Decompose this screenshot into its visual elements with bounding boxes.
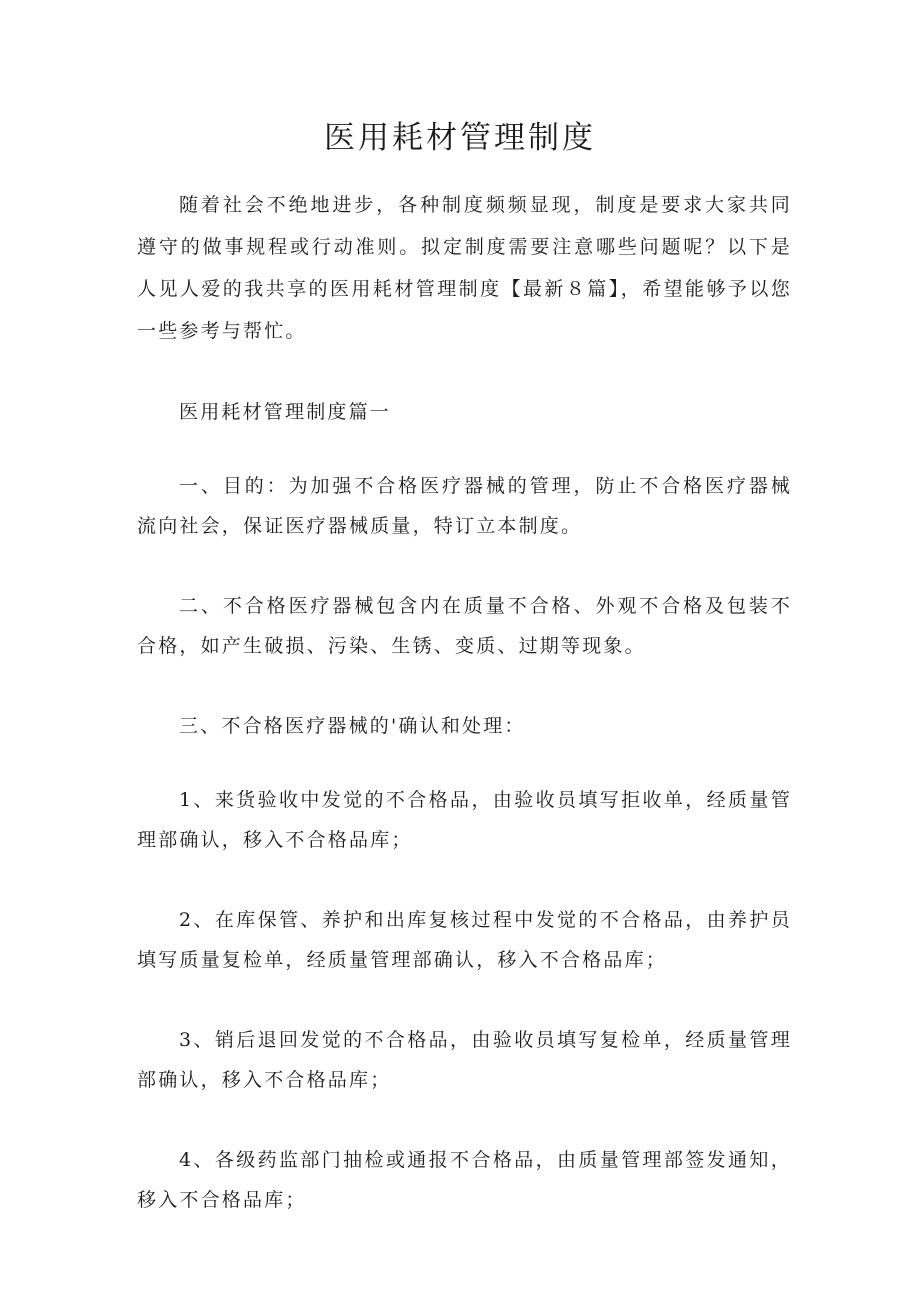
paragraph-confirmation-heading: 三、不合格医疗器械的'确认和处理： bbox=[179, 715, 526, 737]
document-title: 医用耗材管理制度 bbox=[324, 120, 596, 156]
document-body bbox=[137, 184, 792, 1260]
section-heading: 医用耗材管理制度篇一 bbox=[179, 401, 392, 423]
paragraph-purpose: 一、目的：为加强不合格医疗器械的管理，防止不合格医疗器械流向社会，保证医疗器械质量，特订立本制度。 bbox=[137, 475, 792, 537]
intro-paragraph: 随着社会不绝地进步，各种制度频频显现，制度是要求大家共同遵守的做事规程或行动准则。拟定制度需要注意哪些问题呢？以下是人见人爱的我共享的医用耗材管理制度【最新８篇】，希望能够予以您一些参考与帮忙。 bbox=[137, 194, 792, 342]
paragraph-scope: 二、不合格医疗器械包含内在质量不合格、外观不合格及包装不合格，如产生破损、污染、生锈、变质、过期等现象。 bbox=[137, 595, 792, 657]
list-item-1: 1、来货验收中发觉的不合格品，由验收员填写拒收单，经质量管理部确认，移入不合格品库； bbox=[137, 789, 792, 851]
list-item-4: 4、各级药监部门抽检或通报不合格品，由质量管理部签发通知，移入不合格品库； bbox=[137, 1149, 792, 1211]
list-item-2: 2、在库保管、养护和出库复核过程中发觉的不合格品，由养护员填写质量复检单，经质量管理部确认，移入不合格品库； bbox=[137, 909, 792, 971]
list-item-3: 3、销后退回发觉的不合格品，由验收员填写复检单，经质量管理部确认，移入不合格品库； bbox=[137, 1029, 792, 1091]
